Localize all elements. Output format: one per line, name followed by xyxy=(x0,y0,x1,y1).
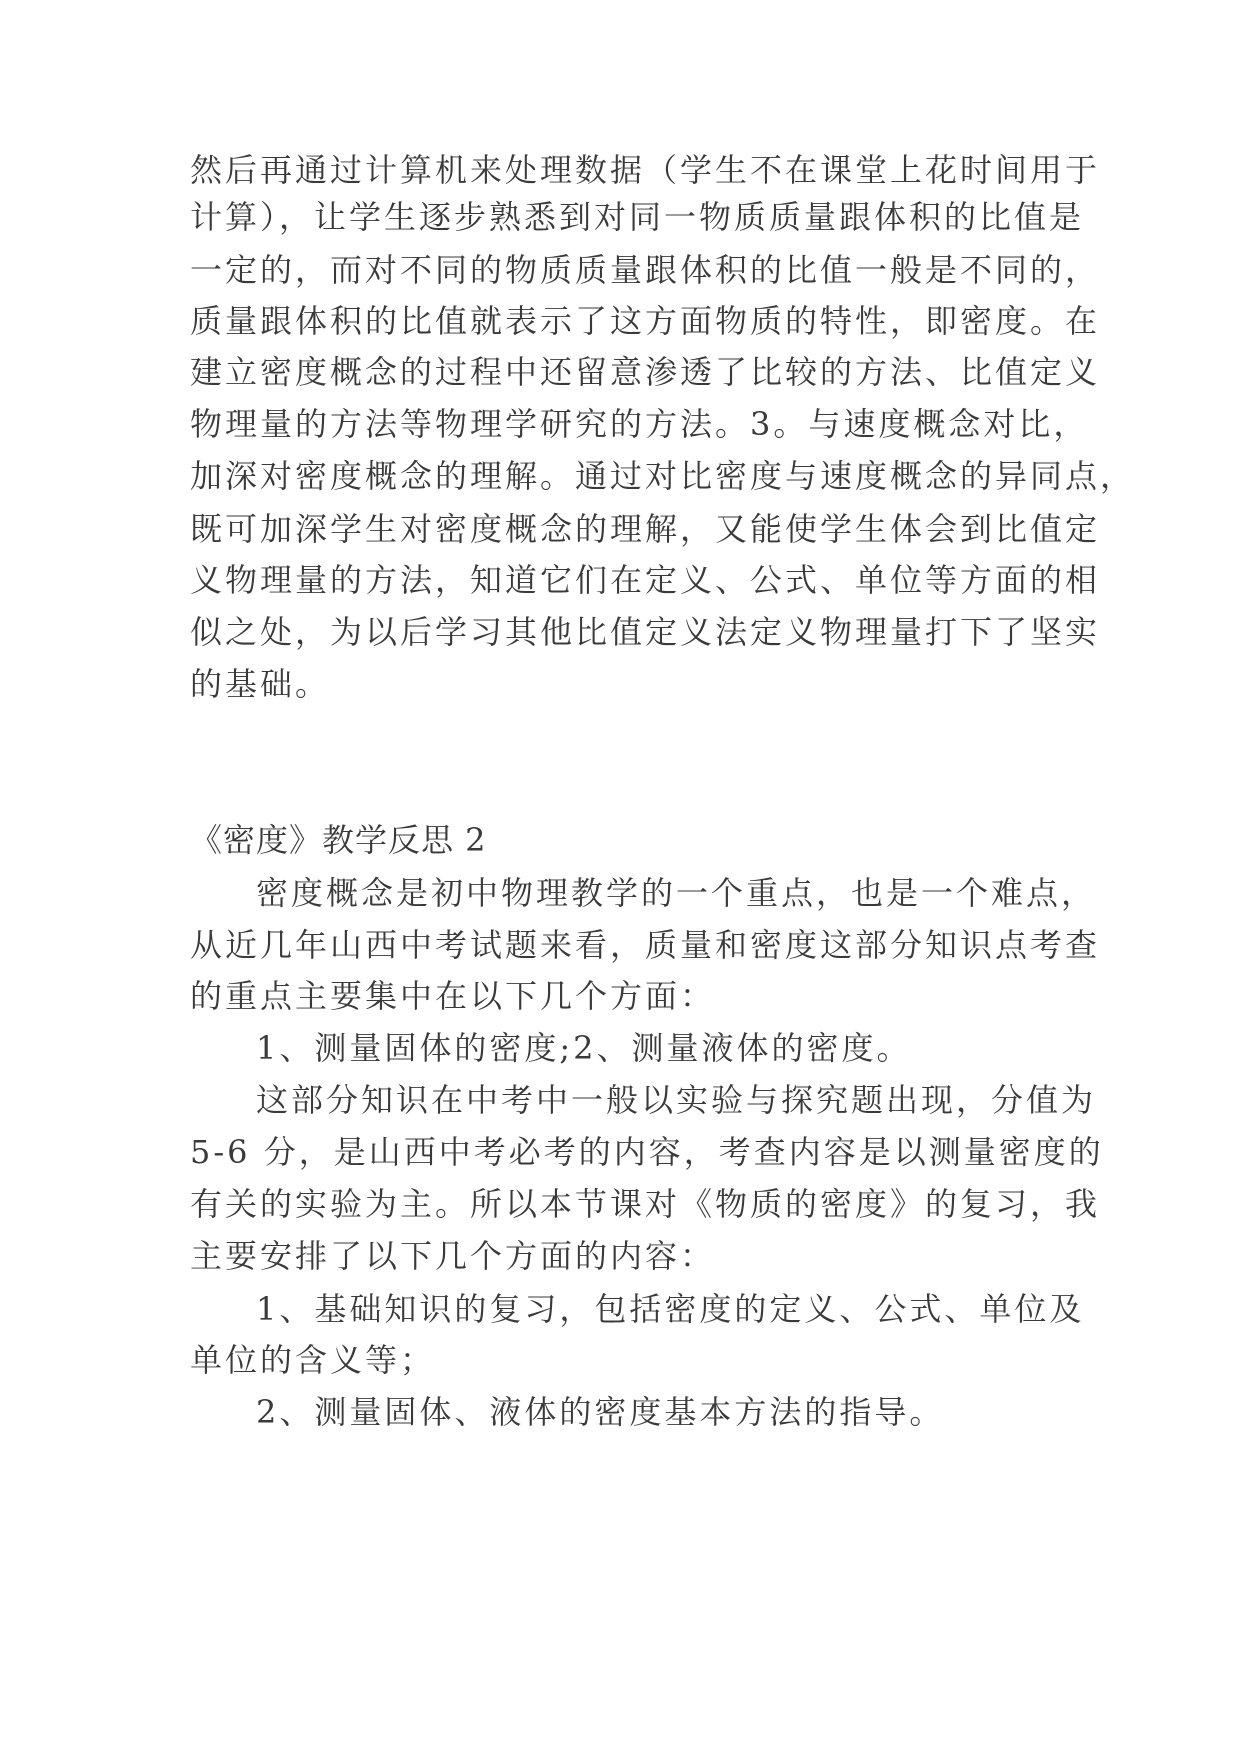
paragraph-line: 5-6 分，是山西中考必考的内容，考查内容是以测量密度的 xyxy=(190,1133,1104,1171)
paragraph-line: 似之处，为以后学习其他比值定义法定义物理量打下了坚实 xyxy=(190,613,1101,651)
paragraph-line: 有关的实验为主。所以本节课对《物质的密度》的复习，我 xyxy=(190,1185,1101,1223)
paragraph-line: 主要安排了以下几个方面的内容： xyxy=(190,1237,716,1275)
paragraph-line: 一定的，而对不同的物质质量跟体积的比值一般是不同的， xyxy=(190,251,1101,289)
paragraph-line: 2、测量固体、液体的密度基本方法的指导。 xyxy=(256,1393,945,1431)
paragraph-line: 物理量的方法等物理学研究的方法。3。与速度概念对比， xyxy=(190,405,1089,443)
paragraph-line: 加深对密度概念的理解。通过对比密度与速度概念的异同点， xyxy=(190,457,1136,495)
paragraph-line: 单位的含义等； xyxy=(190,1341,436,1379)
paragraph-line: 从近几年山西中考试题来看，质量和密度这部分知识点考查 xyxy=(190,926,1101,964)
paragraph-line: 的重点主要集中在以下几个方面： xyxy=(190,977,716,1015)
paragraph-line: 计算），让学生逐步熟悉到对同一物质质量跟体积的比值是 xyxy=(190,198,1085,236)
section-heading: 《密度》教学反思 2 xyxy=(190,821,487,859)
paragraph-line: 义物理量的方法，知道它们在定义、公式、单位等方面的相 xyxy=(190,561,1101,599)
paragraph-line: 既可加深学生对密度概念的理解，又能使学生体会到比值定 xyxy=(190,510,1101,548)
paragraph-line: 1、测量固体的密度;2、测量液体的密度。 xyxy=(256,1029,912,1067)
paragraph-line: 质量跟体积的比值就表示了这方面物质的特性，即密度。在 xyxy=(190,302,1101,340)
paragraph-line: 建立密度概念的过程中还留意渗透了比较的方法、比值定义 xyxy=(190,353,1101,391)
paragraph-line: 然后再通过计算机来处理数据（学生不在课堂上花时间用于 xyxy=(190,151,1101,189)
paragraph-line: 1、基础知识的复习，包括密度的定义、公式、单位及 xyxy=(256,1290,1085,1328)
paragraph-line: 的基础。 xyxy=(190,665,331,703)
paragraph-line: 这部分知识在中考中一般以实验与探究题出现，分值为 xyxy=(256,1081,1097,1119)
paragraph-line: 密度概念是初中物理教学的一个重点，也是一个难点， xyxy=(256,874,1097,912)
